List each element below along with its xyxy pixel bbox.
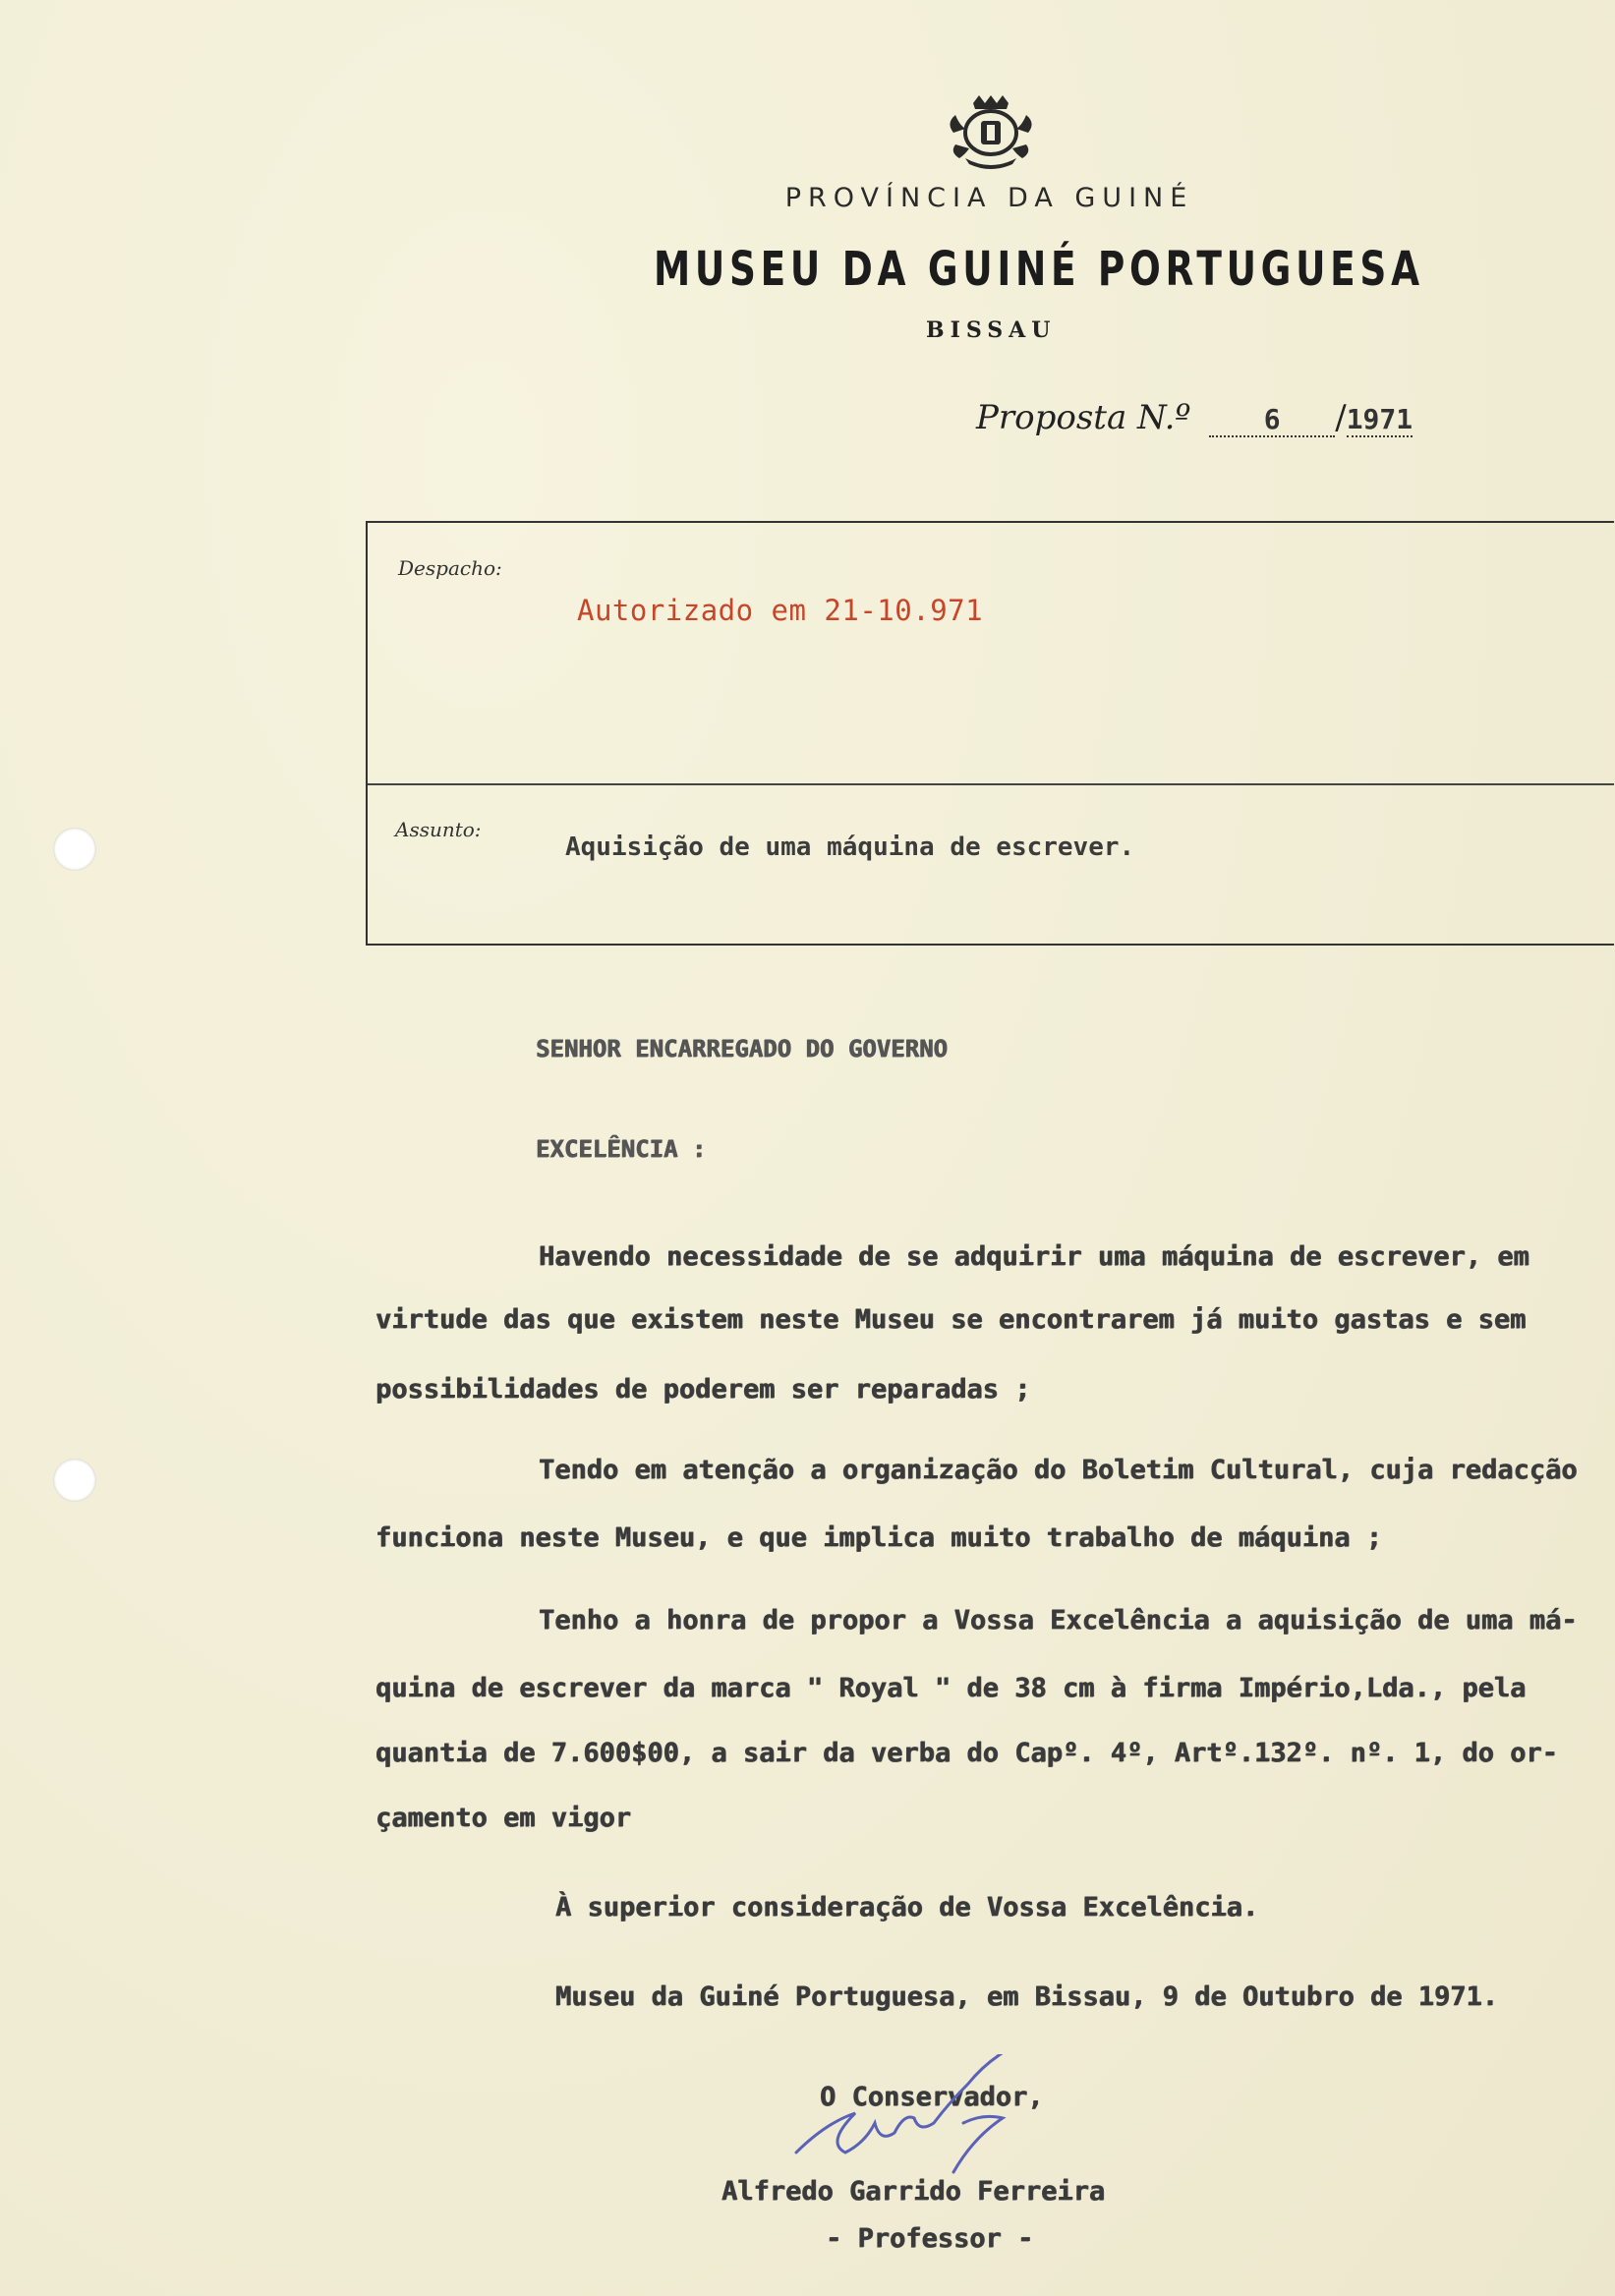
paragraph-line: çamento em vigor	[375, 1803, 632, 1833]
form-box	[366, 521, 1614, 946]
form-bottom-rule	[366, 944, 1614, 946]
assunto-text: Aquisição de uma máquina de escrever.	[565, 832, 1135, 862]
place-date-line: Museu da Guiné Portuguesa, em Bissau, 9 de Outubro de 1971.	[555, 1981, 1499, 2012]
closing-line: À superior consideração de Vossa Excelência.	[555, 1892, 1259, 1923]
handwritten-signature	[777, 2054, 1101, 2182]
assunto-label: Assunto:	[395, 818, 482, 841]
proposal-number: Proposta N.º 6 /1971	[976, 398, 1413, 437]
addressee: SENHOR ENCARREGADO DO GOVERNO	[536, 1035, 949, 1062]
punch-hole	[53, 828, 96, 871]
city-name: BISSAU	[926, 317, 1057, 343]
paragraph-line: funciona neste Museu, e que implica muito trabalho de máquina ;	[375, 1522, 1383, 1553]
paragraph-line: Havendo necessidade de se adquirir uma máquina de escrever, em	[539, 1241, 1529, 1272]
proposal-label: Proposta N.º	[976, 398, 1191, 437]
coat-of-arms-icon	[944, 93, 1038, 170]
despacho-stamp: Autorizado em 21-10.971	[577, 594, 984, 627]
museum-name: MUSEU DA GUINÉ PORTUGUESA	[654, 242, 1424, 297]
despacho-label: Despacho:	[398, 556, 502, 580]
paragraph-line: Tendo em atenção a organização do Boletim Cultural, cuja redacção	[539, 1455, 1578, 1485]
paragraph-line: quina de escrever da marca " Royal " de 38 cm à firma Império,Lda., pela	[375, 1673, 1527, 1703]
signatory-title: - Professor -	[826, 2223, 1034, 2254]
paragraph-line: virtude das que existem neste Museu se encontrarem já muito gastas e sem	[375, 1304, 1527, 1335]
form-divider	[368, 783, 1614, 785]
paragraph-line: possibilidades de poderem ser reparadas ;	[375, 1374, 1031, 1405]
signatory-role: O Conservador,	[820, 2082, 1044, 2112]
punch-hole	[53, 1459, 96, 1502]
proposal-number-value: 6	[1209, 403, 1335, 437]
proposal-year: 1971	[1346, 403, 1413, 435]
province-heading: PROVÍNCIA DA GUINÉ	[784, 183, 1194, 213]
paragraph-line: quantia de 7.600$00, a sair da verba do Capº. 4º, Artº.132º. nº. 1, do or-	[375, 1738, 1558, 1768]
paragraph-line: Tenho a honra de propor a Vossa Excelência a aquisição de uma má-	[539, 1605, 1578, 1636]
salutation: EXCELÊNCIA :	[536, 1135, 707, 1163]
signatory-name: Alfredo Garrido Ferreira	[721, 2176, 1106, 2207]
